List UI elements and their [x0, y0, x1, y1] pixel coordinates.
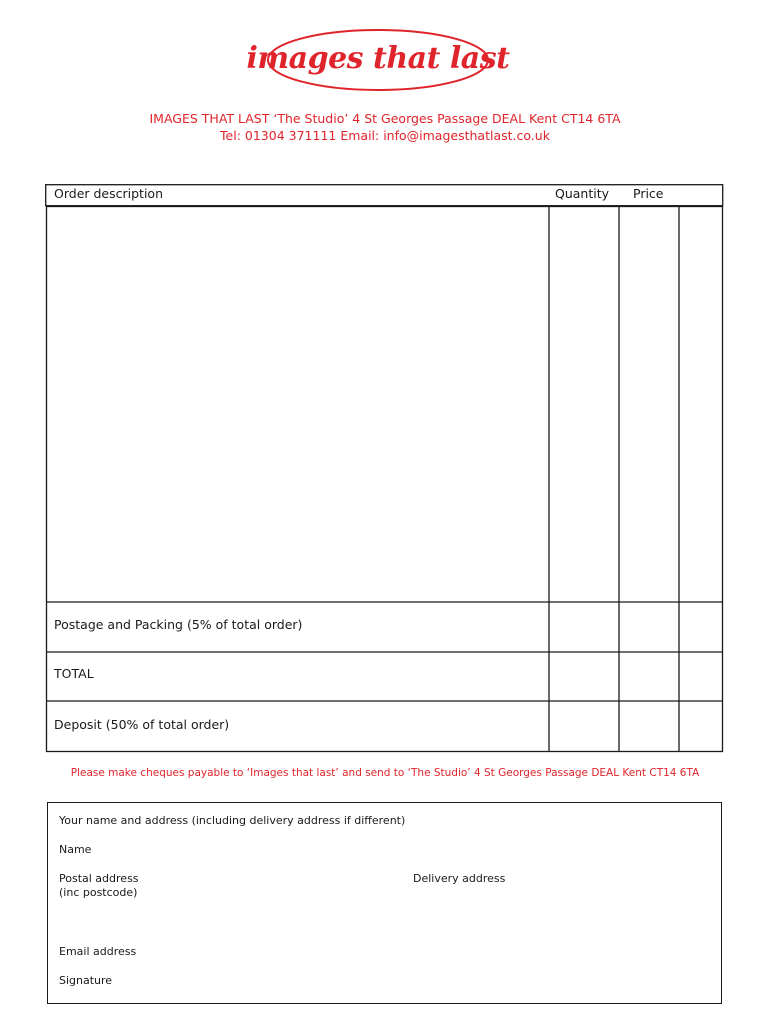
postage-label: Postage and Packing (5% of total order): [54, 617, 303, 632]
address-box: [47, 802, 722, 1004]
deposit-label: Deposit (50% of total order): [54, 717, 230, 732]
company-contact: Tel: 01304 371111 Email: info@imagesthatlast.co.uk: [220, 128, 550, 143]
name-label: Name: [59, 843, 92, 856]
signature-label: Signature: [59, 974, 113, 987]
quantity-heading: Quantity: [555, 186, 610, 201]
logo-text: images that last: [246, 41, 510, 76]
company-logo: [246, 27, 510, 93]
address-heading: Your name and address (including delivery address if different): [59, 814, 406, 827]
order-table-grid: [45, 184, 724, 752]
order-description-heading: Order description: [54, 186, 163, 201]
company-address: IMAGES THAT LAST ‘The Studio’ 4 St Georges Passage DEAL Kent CT14 6TA: [149, 111, 621, 126]
email-address-label: Email address: [59, 945, 137, 958]
total-label: TOTAL: [54, 666, 94, 681]
cheque-note: Please make cheques payable to ‘Images that last’ and send to ‘The Studio’ 4 St Georges Passage DEAL Kent CT14 6TA: [70, 767, 700, 779]
price-heading: Price: [633, 186, 664, 201]
postal-address-label: Postal address: [59, 872, 139, 885]
order-table: [45, 184, 724, 752]
delivery-address-label: Delivery address: [413, 872, 506, 885]
postal-address-note: (inc postcode): [59, 886, 138, 899]
order-body-box: [47, 207, 723, 752]
